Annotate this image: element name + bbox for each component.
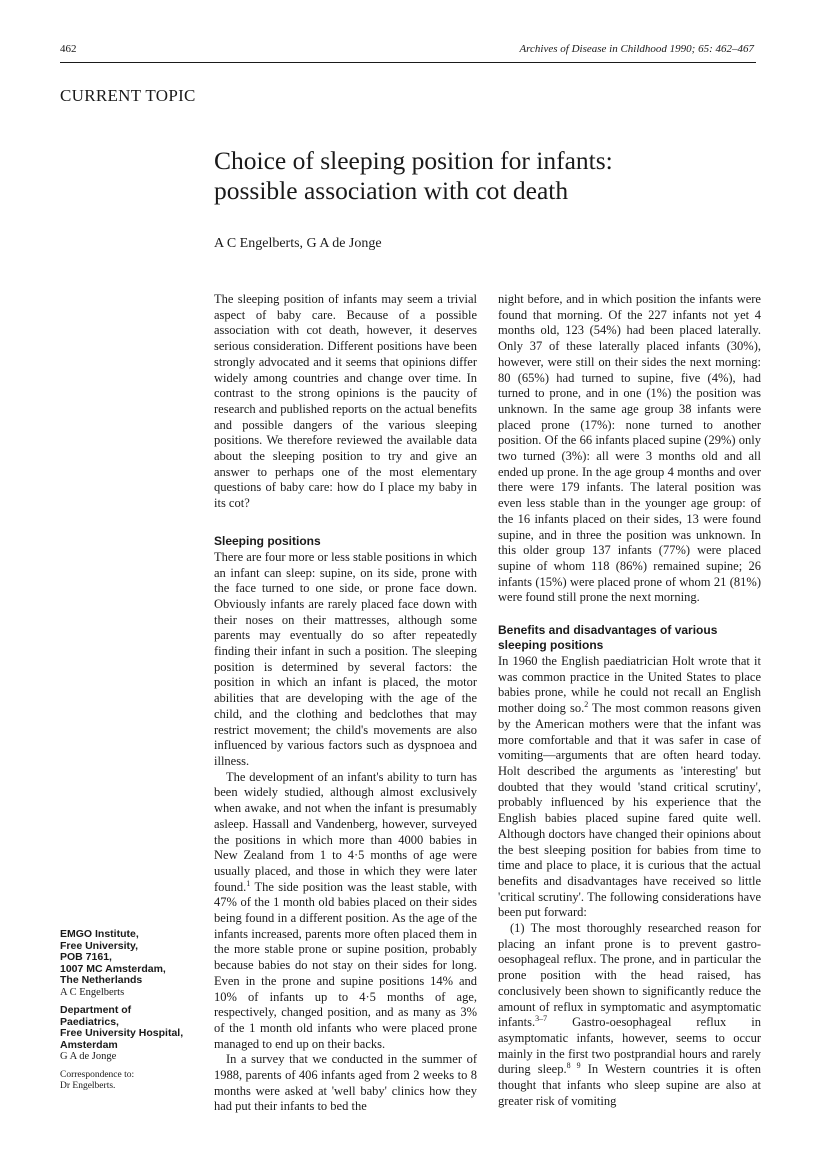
article-title [214,146,774,206]
journal-citation: Archives of Disease in Childhood 1990; 65: 462–467 [519,43,754,55]
affiliation-line: Paediatrics, [60,1015,119,1028]
paragraph-text: The most common reasons given by the American mothers were that the infant was more comfortable and that it was safer in case of vomiting—arguments that are often heard today. Holt described the arguments as 'interesting' but doubted that they would 'stand critical scrutiny', probably influenced by his experience that the English babies placed supine fared quite well. Although doctors have changed their opinions about the best sleeping position for babies from time to time and place to place, it is curious that the actual benefits and disadvantages have received so little 'critical scrutiny'. The following considerations have been put forward: [498,701,761,920]
page-number: 462 [60,43,77,55]
correspondence-label: Correspondence to: [60,1069,135,1080]
affiliated-author-2: G A de Jonge [60,1051,117,1062]
body-column-right [498,292,761,1109]
section-label: CURRENT TOPIC [60,86,196,105]
paragraph-text: The development of an infant's ability to turn has been widely studied, although almost exclusively when awake, and not when the infant is presumably asleep. Hassall and Vandenberg, however, surveyed the positions in which more than 4000 babies in New Zealand from 1 to 4·5 months of age were usually placed, and those in which they were later found. [214,769,477,894]
affiliation-line: Department of [60,1004,132,1016]
paragraph-text: The side position was the least stable, with 47% of the 1 month old babies placed on their sides being found in a different position. As the age of the infants increased, parents more often placed them in the more stable prone or supine position, probably because babies do not stay on their sides for long. Even in the prone and supine positions 14% and 10% of infants up to 4·5 months of age, respectively, changed position, and as many as 3% of the 1 month old infants who were placed prone managed to end up on their backs. [214,879,477,1051]
affiliation-line: 1007 MC Amsterdam, [60,962,166,975]
body-paragraph [498,654,761,921]
reference-mark: 1 [246,878,251,888]
section-heading-sleeping-positions: Sleeping positions [214,533,321,548]
reference-mark: 8 9 [566,1061,581,1071]
affiliation-line: Free University, [60,939,139,952]
affiliation-line: The Netherlands [60,974,143,986]
institution-1 [60,929,212,987]
institution-2 [60,1005,212,1051]
paragraph-text: In 1960 the English paediatrician Holt wrote that it was common practice in the United States to place babies prone, while he could not recall an English mother doing so. [498,654,761,716]
title-line-2: possible association with cot death [214,176,569,205]
paragraph-text: Gastro-oesophageal reflux in asymptomatic infants, however, seems to occur mainly in the first two postprandial hours and rarely during sleep. [498,1015,761,1077]
body-column-left [214,292,477,1115]
affiliated-author-1: A C Engelberts [60,986,125,998]
article-authors: A C Engelberts, G A de Jonge [214,236,382,251]
section-heading-benefits: Benefits and disadvantages of various sleeping positions [498,623,718,653]
body-paragraph [498,921,761,1109]
body-paragraph [214,770,477,1053]
reference-mark: 3–7 [535,1014,548,1024]
affiliation-line: EMGO Institute, [60,928,139,940]
affiliation-line: Amsterdam [60,1038,118,1051]
intro-paragraph: The sleeping position of infants may seem a trivial aspect of baby care. Because of a possible association with cot death, however, it deserves serious consideration. Different positions have been strongly advocated and it seems that opinions differ widely among countries and change over time. In contrast to the strong opinions is the paucity of research and published reports on the actual benefits and possible dangers of the various sleeping positions. We therefore reviewed the available data about the sleeping position to try and give an answer to perhaps one of the most elementary questions of baby care: how do I place my baby in its cot? [214,292,477,511]
title-line-1: Choice of sleeping position for infants: [214,146,613,175]
reference-mark: 2 [584,700,589,710]
header-rule [60,62,756,63]
affiliation-line: POB 7161, [60,951,112,963]
affiliations [60,929,212,1092]
body-paragraph-continued: night before, and in which position the infants were found that morning. Of the 227 infants not yet 4 months old, 123 (54%) had been placed laterally. Only 37 of these laterally placed infants (30%), however, were still on their sides the next morning: 80 (65%) had turned to supine, five (4%), had turned to prone, and in one (1%) the position was unknown. In the same age group 38 infants were placed prone (17%): none turned to another position. Of the 66 infants placed supine (29%) only two turned (3%): all were 3 months old and all ended up prone. In the age group 4 months and over there were 179 infants. The lateral position was even less stable than in the younger age group: of the 16 infants placed on their sides, 13 were found supine, and in three the position was unknown. In this older group 137 infants (77%) were placed supine of whom 118 (86%) remained supine; 26 infants (15%) were placed prone of whom 21 (81%) were found still prone the next morning. [498,292,761,605]
body-paragraph: There are four more or less stable positions in which an infant can sleep: supine, on its side, prone with the face turned to one side, or prone face down. Obviously infants are rarely placed face down with their noses on their mattresses, although some parents may eventually do so after repeatedly finding their infant in such a position. The sleeping position is determined by several factors: the position in which an infant is placed, the motor abilities that are developing with the age of the child, and the clothing and bedclothes that may restrict movement; the child's movements are also influenced by various factors such as dyspnoea and illness. [214,549,477,768]
affiliation-line: Free University Hospital, [60,1027,184,1039]
correspondence-name: Dr Engelberts. [60,1080,116,1091]
body-paragraph: In a survey that we conducted in the summer of 1988, parents of 406 infants aged from 2 weeks to 8 months were asked at 'well baby' clinics how they had put their infants to bed the [214,1052,477,1114]
paragraph-text: (1) The most thoroughly researched reason for placing an infant prone is to prevent gastro-oesophageal reflux. The prone, and in particular the prone position with the head raised, has conclusively been shown to significantly reduce the amount of reflux in symptomatic and asymptomatic infants. [498,921,761,1030]
paragraph-text: In Western countries it is often thought that infants who sleep supine are also at greater risk of vomiting [498,1062,761,1108]
